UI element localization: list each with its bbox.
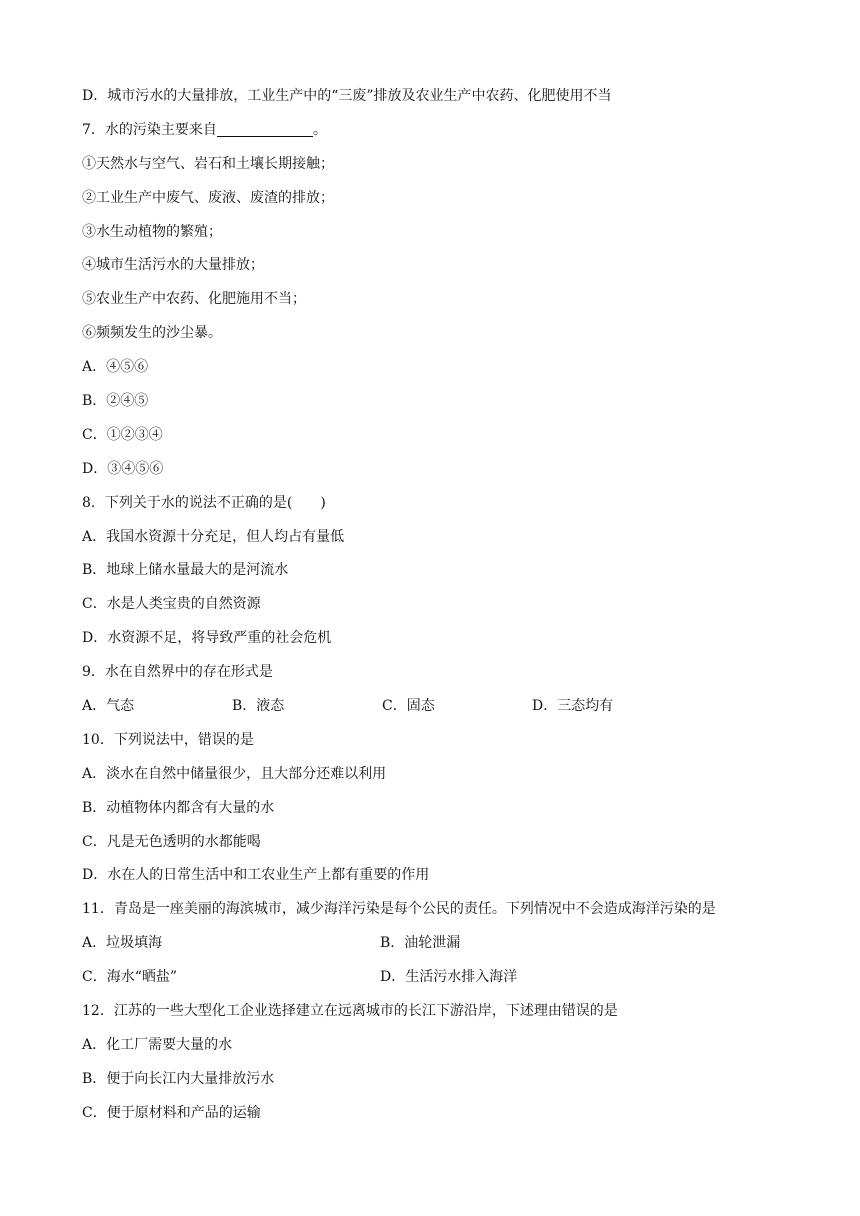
- q11-options-row-2: [82, 967, 782, 987]
- q10-option-c: C．凡是无色透明的水都能喝: [82, 833, 261, 850]
- q7-stem-text: 7．水的污染主要来自: [82, 121, 217, 138]
- q9-options: [82, 696, 782, 716]
- q7-item-3: ③水生动植物的繁殖；: [82, 223, 222, 240]
- q9-option-c: C．固态: [382, 698, 435, 715]
- q6-option-d: D．城市污水的大量排放，工业生产中的“三废”排放及农业生产中农药、化肥使用不当: [82, 88, 612, 104]
- q12-option-b: B．便于向长江内大量排放污水: [82, 1070, 275, 1087]
- q8-stem: 8．下列关于水的说法不正确的是( ): [82, 494, 326, 511]
- q7-stem: [82, 120, 782, 140]
- q7-stem-end: 。: [312, 121, 327, 138]
- q11-option-d: D．生活污水排入海洋: [380, 969, 518, 986]
- q9-option-d: D．三态均有: [532, 698, 614, 715]
- q9-stem: 9．水在自然界中的存在形式是: [82, 664, 273, 681]
- q8-option-a: A．我国水资源十分充足，但人均占有量低: [82, 528, 345, 545]
- q10-option-b: B．动植物体内都含有大量的水: [82, 799, 275, 816]
- q11-stem: 11．青岛是一座美丽的海滨城市，减少海洋污染是每个公民的责任。下列情况中不会造成海洋污染的是: [82, 901, 716, 918]
- q7-item-5: ⑤农业生产中农药、化肥施用不当；: [82, 291, 306, 308]
- q8-option-b: B．地球上储水量最大的是河流水: [82, 562, 289, 579]
- q12-option-c: C．便于原材料和产品的运输: [82, 1104, 261, 1121]
- q12-stem: 12．江苏的一些大型化工企业选择建立在远离城市的长江下游沿岸，下述理由错误的是: [82, 1003, 618, 1020]
- q12-option-a: A．化工厂需要大量的水: [82, 1036, 233, 1053]
- q8-option-c: C．水是人类宝贵的自然资源: [82, 596, 261, 613]
- q7-item-1: ①天然水与空气、岩石和土壤长期接触；: [82, 155, 334, 172]
- q11-options-row-1: [82, 933, 782, 953]
- q7-item-2: ②工业生产中废气、废液、废渣的排放；: [82, 189, 334, 206]
- q11-option-a: A．垃圾填海: [82, 935, 163, 952]
- q7-option-d: D．③④⑤⑥: [82, 460, 164, 477]
- document-page: [82, 86, 782, 1137]
- q9-option-a: A．气态: [82, 698, 135, 715]
- q7-option-b: B．②④⑤: [82, 393, 149, 410]
- q11-option-c: C．海水“晒盐”: [82, 969, 178, 986]
- q7-answer-blank[interactable]: [217, 120, 313, 137]
- q7-item-6: ⑥频频发生的沙尘暴。: [82, 325, 222, 342]
- q7-option-a: A．④⑤⑥: [82, 359, 149, 376]
- q10-option-d: D．水在人的日常生活中和工农业生产上都有重要的作用: [82, 867, 430, 884]
- q10-stem: 10．下列说法中，错误的是: [82, 731, 254, 748]
- q7-option-c: C．①②③④: [82, 426, 163, 443]
- q7-item-4: ④城市生活污水的大量排放；: [82, 257, 264, 274]
- q10-option-a: A．淡水在自然中储量很少，且大部分还难以利用: [82, 765, 387, 782]
- q8-option-d: D．水资源不足，将导致严重的社会危机: [82, 630, 332, 647]
- q11-option-b: B．油轮泄漏: [380, 935, 461, 952]
- q9-option-b: B．液态: [232, 698, 285, 715]
